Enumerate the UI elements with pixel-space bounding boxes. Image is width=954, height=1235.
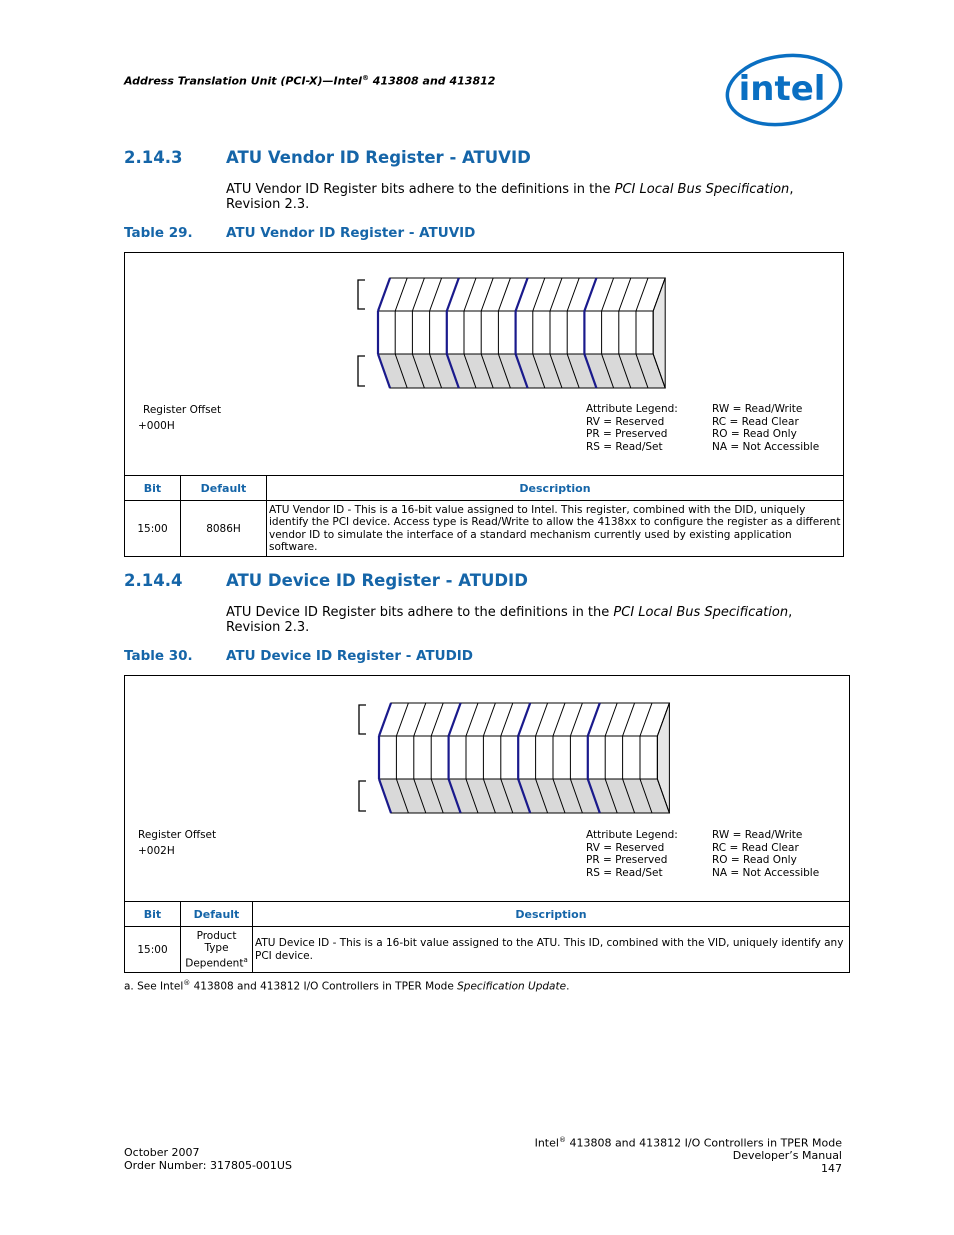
column-header: Description bbox=[267, 476, 844, 501]
table-caption: Table 29. ATU Vendor ID Register - ATUVID bbox=[124, 225, 476, 241]
footer-order-number: Order Number: 317805-001US bbox=[124, 1158, 292, 1172]
section-number: 2.14.3 bbox=[124, 148, 183, 167]
table-row bbox=[125, 927, 850, 973]
footer-right bbox=[535, 1134, 842, 1175]
register-offset-value: +002H bbox=[138, 845, 175, 857]
section-paragraph: ATU Device ID Register bits adhere to the definitions in the PCI Local Bus Specification, Revision 2.3. bbox=[226, 605, 793, 635]
column-header: Default bbox=[181, 902, 253, 927]
footnote: a. See Intel® 413808 and 413812 I/O Controllers in TPER Mode Specification Update. bbox=[124, 979, 570, 993]
footer-doc-title: Intel® 413808 and 413812 I/O Controllers in TPER Mode bbox=[534, 1136, 842, 1150]
attribute-legend-left: Attribute Legend: RV = Reserved PR = Preserved RS = Read/Set bbox=[586, 829, 678, 879]
default-cell: 8086H bbox=[181, 501, 267, 557]
description-cell: ATU Vendor ID - This is a 16-bit value assigned to Intel. This register, combined with the DID, uniquely identify the PCI device. Access type is Read/Write to allow the 4138xx to configure the register as a different vendor ID to simulate the interface of a standard mechanism currently used by existing application software. bbox=[267, 501, 844, 557]
register-offset-label: Register Offset bbox=[143, 404, 222, 416]
default-cell: Product Type Dependent$^a$ bbox=[181, 927, 253, 973]
running-header: Address Translation Unit (PCI-X)—Intel® 413808 and 413812 bbox=[124, 74, 496, 88]
footer-manual: Developer’s Manual bbox=[732, 1149, 842, 1163]
section-number: 2.14.4 bbox=[124, 571, 183, 590]
section-heading-atuvid bbox=[124, 148, 824, 170]
page-number: 147 bbox=[821, 1161, 842, 1175]
bit-cell: 15:00 bbox=[125, 501, 181, 557]
footer-left bbox=[124, 1147, 292, 1172]
table-header-row bbox=[125, 902, 850, 927]
column-header: Default bbox=[181, 476, 267, 501]
bracket-bottom bbox=[359, 781, 366, 811]
attribute-legend-left: Attribute Legend: RV = Reserved PR = Preserved RS = Read/Set bbox=[586, 403, 678, 453]
column-header: Bit bbox=[125, 902, 181, 927]
register-offset-label: Register Offset bbox=[138, 829, 217, 841]
section-title: ATU Device ID Register - ATUDID bbox=[226, 571, 528, 590]
section-title: ATU Vendor ID Register - ATUVID bbox=[226, 148, 531, 167]
table-row bbox=[125, 501, 844, 557]
column-header: Description bbox=[253, 902, 850, 927]
attribute-legend-right: RW = Read/Write RC = Read Clear RO = Read Only NA = Not Accessible bbox=[712, 829, 820, 879]
column-header: Bit bbox=[125, 476, 181, 501]
logo-text: intel bbox=[738, 69, 826, 109]
footer-date: October 2007 bbox=[124, 1146, 200, 1159]
register-offset-value: +000H bbox=[138, 420, 175, 432]
description-cell: ATU Device ID - This is a 16-bit value assigned to the ATU. This ID, combined with the VID, uniquely identify any PCI device. bbox=[253, 927, 850, 973]
section-heading-atudid bbox=[124, 571, 824, 593]
register-diagram-atuvid bbox=[124, 252, 844, 476]
section-paragraph: ATU Vendor ID Register bits adhere to the definitions in the PCI Local Bus Specification, Revision 2.3. bbox=[226, 182, 794, 212]
bracket-top bbox=[359, 705, 366, 734]
bracket-bottom bbox=[358, 356, 365, 386]
attribute-legend-right: RW = Read/Write RC = Read Clear RO = Read Only NA = Not Accessible bbox=[712, 403, 820, 453]
intel-logo bbox=[724, 50, 844, 130]
bracket-top bbox=[358, 280, 365, 309]
register-table-atuvid bbox=[124, 475, 844, 557]
table-caption: Table 30. ATU Device ID Register - ATUDID bbox=[124, 648, 474, 664]
bit-cell: 15:00 bbox=[125, 927, 181, 973]
table-header-row bbox=[125, 476, 844, 501]
register-table-atudid bbox=[124, 901, 850, 973]
register-diagram-atudid bbox=[124, 675, 850, 902]
